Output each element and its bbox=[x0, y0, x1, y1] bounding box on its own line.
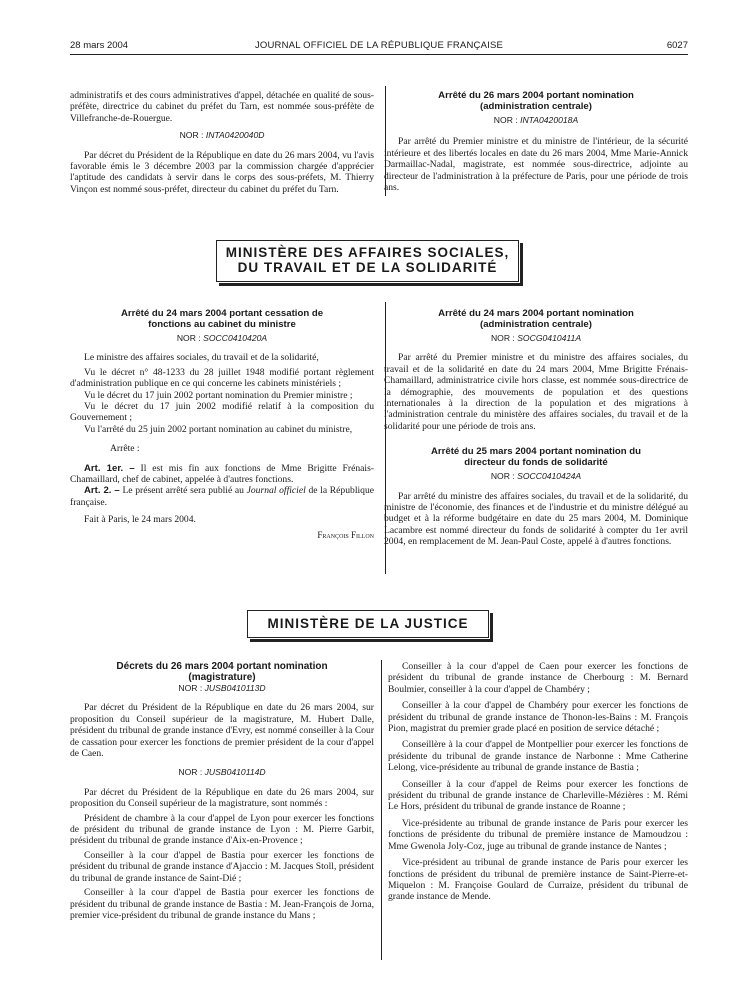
arrete-line: Arrête : bbox=[110, 443, 140, 455]
mid-right-column bbox=[384, 308, 688, 551]
journal-officiel-italic: Journal officiel bbox=[246, 485, 306, 497]
bottom-right-paragraph-2: Conseiller à la cour d'appel de Chambéry pour exercer les fonctions de président du tribunal de grande instance de Thonon-les-Bains : M. François Pion, magistrat du premier grade placé en position de service détaché ; bbox=[388, 700, 688, 735]
article-2: Art. 2. – Le présent arrêté sera publié au Journal officiel de la République française. bbox=[70, 485, 375, 508]
bottom-left-paragraph-2: Par décret du Président de la République en date du 26 mars 2004, sur proposition du Conseil supérieur de la magistrature, sont nommés : bbox=[70, 786, 374, 810]
article-title: Arrêté du 24 mars 2004 portant cessation de fonctions au cabinet du ministre bbox=[120, 308, 324, 330]
mid-right-paragraph-1: Par arrêté du Premier ministre et du ministre des affaires sociales, du travail et de la solidarité en date du 24 mars 2004, Mme Brigitte Frénais-Chamaillard, administratrice civile hors classe, est nommée sous-directrice de la démographie, des mouvements de population et des questions internationales à la direction de la population et des migrations à l'administration centrale du ministère des affaires sociales, du travail et de la solidarité pour une période de trois ans. bbox=[384, 352, 688, 432]
top-left-paragraph-2: Par décret du Président de la République en date du 26 mars 2004, vu l'avis favorable émis le 3 décembre 2003 par la commission chargée d'apprécier l'aptitude des candidats à servir dans le corps des sous-préfets, M. Thierry Vinçon est nommé sous-préfet, directeur du cabinet du préfet du Tarn. bbox=[70, 149, 374, 195]
nor-line: NOR : SOCG0410411A bbox=[490, 333, 582, 343]
column-divider-bottom bbox=[381, 660, 382, 960]
nor-line: NOR : SOCC0410420A bbox=[176, 333, 268, 343]
header-journal-title: JOURNAL OFFICIEL DE LA RÉPUBLIQUE FRANÇAISE bbox=[254, 40, 504, 51]
bottom-right-paragraph-5: Vice-présidente au tribunal de grande instance de Paris pour exercer les fonctions de présidente du tribunal de première instance de Mamoudzou : Mme Gwenola Joly-Coz, juge au tribunal de grande instance de Nantes ; bbox=[388, 817, 688, 852]
ministry-heading-line-1: MINISTÈRE DE LA JUSTICE bbox=[267, 616, 469, 631]
mid-left-paragraph-5: Vu l'arrêté du 25 juin 2002 portant nomination au cabinet du ministre, bbox=[84, 423, 353, 435]
nor-code: SOCG0410411A bbox=[517, 333, 582, 343]
mid-left-paragraph-4: Vu le décret du 17 juin 2002 modifié relatif à la composition du Gouvernement ; bbox=[70, 401, 374, 424]
top-left-paragraph-1: administratifs et des cours administratives d'appel, détachée en qualité de sous-préfète, directrice du cabinet du préfet du Tarn, est nommée sous-préfète de Villefranche-de-Rouergue. bbox=[70, 90, 374, 124]
nor-code: SOCC0410424A bbox=[517, 471, 582, 482]
nor-line: NOR : JUSB0410114D bbox=[178, 767, 266, 778]
nor-code: SOCC0410420A bbox=[203, 333, 268, 343]
nor-line: NOR : INTA0420018A bbox=[493, 115, 579, 125]
header-date: 28 mars 2004 bbox=[70, 40, 129, 51]
top-left-column bbox=[70, 90, 374, 198]
article-title: Arrêté du 24 mars 2004 portant nomination (administration centrale) bbox=[438, 308, 634, 330]
header-page-number: 6027 bbox=[666, 40, 688, 51]
article-title: Décrets du 26 mars 2004 portant nomination (magistrature) bbox=[116, 661, 328, 683]
bottom-left-paragraph-1: Par décret du Président de la République en date du 26 mars 2004, sur proposition du Conseil supérieur de la magistrature, M. Hubert Dalle, président du tribunal de grande instance d'Evry, est nommé conseiller à la Cour de cassation pour exercer les fonctions de premier président de la cour d'appel de Caen. bbox=[70, 702, 375, 760]
bottom-right-column bbox=[388, 661, 688, 906]
bottom-right-paragraph-6: Vice-président au tribunal de grande instance de Paris pour exercer les fonctions de président du tribunal de première instance de Saint-Pierre-et-Miquelon : M. Françoise Goulard de Curraize, président du tribunal de grande instance de Mende. bbox=[388, 857, 688, 903]
nor-code: INTA0420018A bbox=[520, 115, 579, 125]
nor-code: JUSB0410113D bbox=[204, 683, 266, 693]
top-right-paragraph-1: Par arrêté du Premier ministre et du ministre de l'intérieur, de la sécurité intérieure et des libertés locales en date du 26 mars 2004, Mme Marie-Annick Darmaillac-Nadal, magistrate, est nommée sous-directrice, adjointe au directeur de l'administration à la préfecture de Paris, pour une période de trois ans. bbox=[384, 136, 688, 194]
article-1: Art. 1er. – Il est mis fin aux fonctions de Mme Brigitte Frénais-Chamaillard, chef de cabinet, appelée à d'autres fonctions. bbox=[70, 462, 374, 486]
article-title: Arrêté du 26 mars 2004 portant nomination (administration centrale) bbox=[438, 90, 634, 112]
bottom-right-paragraph-3: Conseillère à la cour d'appel de Montpellier pour exercer les fonctions de présidente du tribunal de grande instance de Narbonne : Mme Catherine Lelong, vice-présidente au tribunal de grande instance de Bastia ; bbox=[388, 739, 688, 774]
bottom-right-paragraph-4: Conseiller à la cour d'appel de Reims pour exercer les fonctions de président du tribunal de grande instance de Charleville-Mézières : M. Rémi Le Hors, président du tribunal de grande instance de Roanne ; bbox=[388, 778, 688, 813]
mid-left-column bbox=[70, 308, 374, 541]
nor-line: NOR : SOCC0410424A bbox=[490, 471, 582, 482]
bottom-left-paragraph-3: Président de chambre à la cour d'appel de Lyon pour exercer les fonctions de président du tribunal de grande instance de Lyon : M. Pierre Garbit, président du tribunal de grande instance d'Aix-en-Provence ; bbox=[70, 812, 374, 847]
mid-right-paragraph-2: Par arrêté du ministre des affaires sociales, du travail et de la solidarité, du ministre de l'économie, des finances et de l'industrie et du ministre délégué au budget et à la réforme budgétaire en date du 25 mars 2004, M. Dominique Lacambre est nommé directeur du fonds de solidarité à compter du 1er avril 2004, en remplacement de M. Jean-Paul Coste, appelé à d'autres fonctions. bbox=[384, 490, 688, 548]
ministry-heading-social-affairs bbox=[216, 240, 519, 282]
nor-code: JUSB0410114D bbox=[204, 767, 266, 778]
bottom-left-paragraph-4: Conseiller à la cour d'appel de Bastia pour exercer les fonctions de président du tribunal de grande instance d'Ajaccio : M. Jacques Stoll, président du tribunal de grande instance de Saint-Dié ; bbox=[70, 849, 374, 884]
ministry-heading-line-2: DU TRAVAIL ET DE LA SOLIDARITÉ bbox=[237, 260, 498, 275]
fait-line: Fait à Paris, le 24 mars 2004. bbox=[84, 514, 196, 526]
top-right-column bbox=[384, 90, 688, 196]
bottom-left-column bbox=[70, 661, 374, 924]
article-2-label: Art. 2. – bbox=[84, 485, 120, 497]
article-1-label: Art. 1er. – bbox=[84, 462, 135, 474]
ministry-heading-justice bbox=[247, 610, 489, 638]
nor-line: NOR : INTA0420040D bbox=[179, 130, 265, 141]
header-rule bbox=[70, 54, 688, 55]
mid-left-paragraph-3: Vu le décret du 17 juin 2002 portant nomination du Premier ministre ; bbox=[84, 389, 353, 401]
mid-left-paragraph-1: Le ministre des affaires sociales, du travail et de la solidarité, bbox=[84, 352, 319, 364]
bottom-right-paragraph-1: Conseiller à la cour d'appel de Caen pour exercer les fonctions de président du tribunal de grande instance de Cherbourg : M. Bernard Boulmier, conseiller à la cour d'appel de Chambéry ; bbox=[388, 661, 688, 695]
mid-left-paragraph-2: Vu le décret n° 48-1233 du 28 juillet 1948 modifié portant règlement d'administration publique en ce qui concerne les cabinets ministériels ; bbox=[70, 366, 374, 390]
article-title: Arrêté du 25 mars 2004 portant nomination du directeur du fonds de solidarité bbox=[430, 446, 642, 469]
signature: François Fillon bbox=[317, 529, 374, 540]
nor-code: INTA0420040D bbox=[205, 130, 265, 141]
bottom-left-paragraph-5: Conseiller à la cour d'appel de Bastia pour exercer les fonctions de président du tribunal de grande instance de Bastia : M. Jean-François de Jorna, premier vice-président du tribunal de grande instance du Mans ; bbox=[70, 887, 374, 921]
ministry-heading-line-1: MINISTÈRE DES AFFAIRES SOCIALES, bbox=[225, 245, 510, 260]
nor-line: NOR : JUSB0410113D bbox=[178, 683, 266, 693]
